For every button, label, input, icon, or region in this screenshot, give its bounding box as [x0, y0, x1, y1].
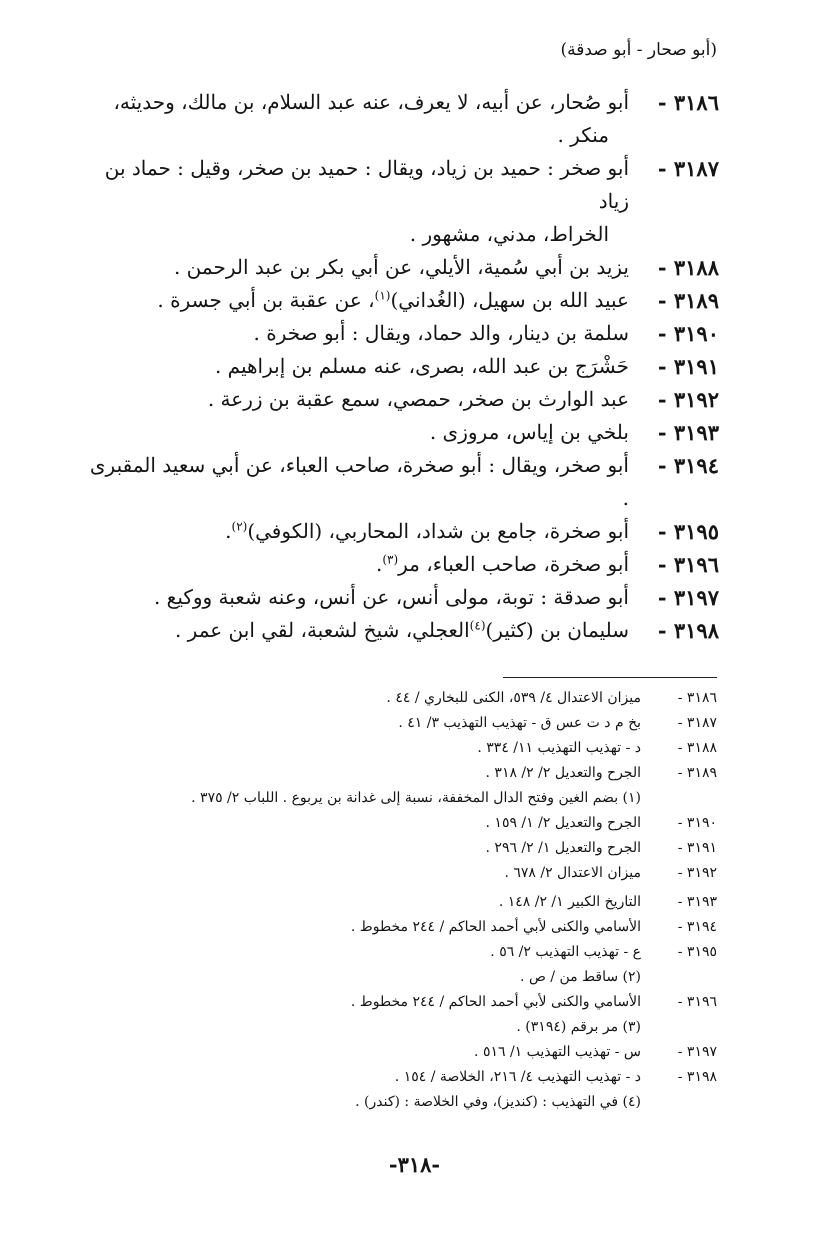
- footnote-marker: (٣): [382, 552, 399, 567]
- footnote-text: (١) بضم الغين وفتح الدال المخففة، نسبة إلى غدانة بن يربوع . اللباب ٢/ ٣٧٥ .: [191, 790, 641, 806]
- entry-number: ٣١٩٨ -: [657, 618, 719, 643]
- note-text: ميزان الاعتدال ٤/ ٥٣٩، الكنى للبخاري / ٤٤ .: [386, 690, 641, 706]
- source-note: [157, 736, 717, 761]
- note-text: الجرح والتعديل ١/ ٢/ ٢٩٦ .: [485, 840, 641, 856]
- page-number: -٣١٨-: [388, 1152, 441, 1177]
- entry-text: حَشْرَج بن عبد الله، بصرى، عنه مسلم بن إبراهيم .: [214, 354, 629, 378]
- note-text: س - تهذيب التهذيب ١/ ٥١٦ .: [474, 1044, 641, 1060]
- source-note: [157, 861, 717, 886]
- entry-3197: [79, 581, 719, 614]
- entry-text: أبو صخر : حميد بن زياد، ويقال : حميد بن صخر، وقيل : حماد بن زياد: [104, 156, 629, 213]
- source-note: [157, 811, 717, 836]
- entry-3196: [79, 548, 719, 581]
- entry-text: عبد الوارث بن صخر، حمصي، سمع عقبة بن زرعة .: [207, 387, 629, 411]
- entry-number: ٣١٩٧ -: [657, 585, 719, 610]
- note-number: ٣١٩٧ -: [677, 1044, 717, 1060]
- entry-number: ٣١٨٧ -: [657, 156, 719, 181]
- entries-list: [79, 86, 719, 647]
- source-note: [157, 990, 717, 1015]
- entry-text-part: العجلي، شيخ لشعبة، لقي ابن عمر .: [174, 618, 470, 642]
- note-text: الجرح والتعديل ٢/ ١/ ١٥٩ .: [485, 815, 641, 831]
- entry-3198: [79, 614, 719, 647]
- note-number: ٣١٩٦ -: [677, 994, 717, 1010]
- note-text: د - تهذيب التهذيب ١١/ ٣٣٤ .: [477, 740, 641, 756]
- entry-number: ٣١٩٦ -: [657, 552, 719, 577]
- note-text: د - تهذيب التهذيب ٤/ ٢١٦، الخلاصة / ١٥٤ .: [394, 1069, 641, 1085]
- note-text: الجرح والتعديل ٢/ ٢/ ٣١٨ .: [485, 765, 641, 781]
- entry-number: ٣١٨٦ -: [657, 90, 719, 115]
- entry-3186: [79, 86, 719, 152]
- footnote-marker: (٢): [231, 519, 248, 534]
- entry-3192: [79, 383, 719, 416]
- entry-text-part: أبو صخرة، جامع بن شداد، المحاربي، (الكوفي): [247, 519, 629, 543]
- note-text: بخ م د ت عس ق - تهذيب التهذيب ٣/ ٤١ .: [398, 715, 641, 731]
- note-text: ع - تهذيب التهذيب ٢/ ٥٦ .: [490, 944, 641, 960]
- entry-text-part: عبيد الله بن سهيل، (الغُداني): [390, 288, 629, 312]
- entry-3193: [79, 416, 719, 449]
- entry-number: ٣١٨٨ -: [657, 255, 719, 280]
- note-number: ٣١٨٦ -: [677, 690, 717, 706]
- entry-3189: [79, 284, 719, 317]
- footnote-text: (٤) في التهذيب : (كنديز)، وفي الخلاصة : (كندر) .: [355, 1094, 641, 1110]
- entry-number: ٣١٩٥ -: [657, 519, 719, 544]
- note-number: ٣١٩١ -: [677, 840, 717, 856]
- source-note: [157, 1040, 717, 1065]
- footnote: [157, 965, 717, 990]
- entry-text-part: .: [225, 519, 232, 543]
- source-notes: [157, 686, 717, 1115]
- source-note: [157, 711, 717, 736]
- footnote-text: (٣) مر برقم (٣١٩٤) .: [516, 1019, 641, 1035]
- footnote: [157, 1090, 717, 1115]
- footnote-marker: (١): [374, 288, 391, 303]
- entry-text-part: ، عن عقبة بن أبي جسرة .: [157, 288, 375, 312]
- entry-text: أبو صدقة : توبة، مولى أنس، عن أنس، وعنه شعبة ووكيع .: [153, 585, 629, 609]
- note-number: ٣١٨٧ -: [677, 715, 717, 731]
- running-head: (أبو صحار - أبو صدقة): [560, 40, 717, 60]
- source-note: [157, 761, 717, 786]
- note-number: ٣١٩٨ -: [677, 1069, 717, 1085]
- note-number: ٣١٨٨ -: [677, 740, 717, 756]
- entry-text: [79, 548, 629, 581]
- entry-3191: [79, 350, 719, 383]
- footnote-text: (٢) ساقط من / ص .: [520, 969, 641, 985]
- note-number: ٣١٩٠ -: [677, 815, 717, 831]
- source-note: [157, 890, 717, 915]
- entry-text-part: أبو صخرة، صاحب العباء، مر: [398, 552, 629, 576]
- note-text: الأسامي والكنى لأبي أحمد الحاكم / ٢٤٤ مخطوط .: [350, 919, 641, 935]
- source-note: [157, 940, 717, 965]
- note-text: ميزان الاعتدال ٢/ ٦٧٨ .: [504, 865, 641, 881]
- source-note: [157, 915, 717, 940]
- entry-3187: [79, 152, 719, 251]
- footnote-marker: (٤): [469, 618, 486, 633]
- entry-3188: [79, 251, 719, 284]
- entry-text: أبو صُحار، عن أبيه، لا يعرف، عنه عبد السلام، بن مالك، وحديثه،: [113, 90, 629, 114]
- entry-text: [79, 614, 629, 647]
- entry-number: ٣١٩٠ -: [657, 321, 719, 346]
- entry-text-continued: الخراط، مدني، مشهور .: [409, 222, 609, 246]
- footnote: [157, 1015, 717, 1040]
- entry-number: ٣١٨٩ -: [657, 288, 719, 313]
- entry-3195: [79, 515, 719, 548]
- entry-3190: [79, 317, 719, 350]
- entry-text: سلمة بن دينار، والد حماد، ويقال : أبو صخرة .: [253, 321, 629, 345]
- entry-text: أبو صخر، ويقال : أبو صخرة، صاحب العباء، عن أبي سعيد المقبرى .: [89, 453, 629, 510]
- entry-number: ٣١٩٢ -: [657, 387, 719, 412]
- entry-text: بلخي بن إياس، مروزى .: [429, 420, 629, 444]
- note-number: ٣١٩٥ -: [677, 944, 717, 960]
- source-note: [157, 836, 717, 861]
- entry-text: [79, 284, 629, 317]
- entry-number: ٣١٩٣ -: [657, 420, 719, 445]
- entry-text-part: .: [375, 552, 383, 576]
- footnote-divider: [503, 677, 717, 678]
- entry-text-continued: منكر .: [557, 123, 609, 147]
- entry-number: ٣١٩٤ -: [657, 453, 719, 478]
- footnote: [157, 786, 717, 811]
- note-text: التاريخ الكبير ١/ ٢/ ١٤٨ .: [498, 894, 641, 910]
- entry-text-part: سليمان بن (كثير): [485, 618, 629, 642]
- entry-number: ٣١٩١ -: [657, 354, 719, 379]
- note-number: ٣١٩٢ -: [677, 865, 717, 881]
- entry-3194: [79, 449, 719, 515]
- entry-text: [79, 515, 629, 548]
- entry-text: يزيد بن أبي سُمية، الأيلي، عن أبي بكر بن عبد الرحمن .: [173, 255, 629, 279]
- note-number: ٣١٩٤ -: [677, 919, 717, 935]
- source-note: [157, 1065, 717, 1090]
- note-number: ٣١٨٩ -: [677, 765, 717, 781]
- note-text: الأسامي والكنى لأبي أحمد الحاكم / ٢٤٤ مخطوط .: [350, 994, 641, 1010]
- source-note: [157, 686, 717, 711]
- note-number: ٣١٩٣ -: [677, 894, 717, 910]
